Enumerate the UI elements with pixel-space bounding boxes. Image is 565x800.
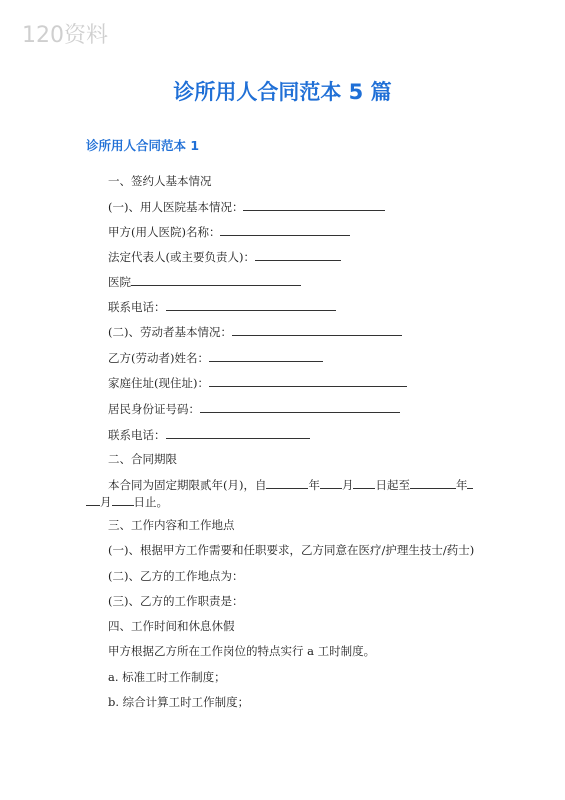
employer-phone-label: 联系电话：	[108, 300, 166, 314]
address-blank[interactable]	[209, 375, 407, 387]
term-end-day-label: 日止。	[133, 495, 168, 509]
term-text: 本合同为固定期限贰年(月)，自	[108, 478, 267, 492]
employee-phone-label: 联系电话：	[108, 428, 166, 442]
id-number-blank[interactable]	[200, 401, 400, 413]
employer-info-line	[108, 199, 385, 214]
employee-info-blank[interactable]	[232, 324, 402, 336]
employee-name-label: 乙方(劳动者)姓名：	[108, 351, 209, 365]
work-duties-line: (三)、乙方的工作职责是：	[108, 594, 244, 608]
employee-info-line	[108, 324, 402, 339]
work-hours-line: 甲方根据乙方所在工作岗位的特点实行 a 工时制度。	[108, 644, 376, 658]
legal-rep-blank[interactable]	[255, 249, 341, 261]
employee-phone-blank[interactable]	[166, 427, 310, 439]
hospital-label: 医院	[108, 275, 131, 289]
legal-rep-line	[108, 249, 341, 264]
employer-name-line	[108, 224, 350, 239]
employer-info-blank[interactable]	[243, 199, 385, 211]
section-3-heading: 三、工作内容和工作地点	[108, 518, 235, 532]
employer-phone-line	[108, 299, 336, 314]
employee-name-blank[interactable]	[209, 350, 323, 362]
combined-hours-option: b. 综合计算工时工作制度；	[108, 695, 250, 709]
end-year-tail-blank[interactable]	[467, 477, 473, 489]
address-label: 家庭住址(现住址)：	[108, 376, 209, 390]
section-4-heading: 四、工作时间和休息休假	[108, 619, 235, 633]
term-year-label: 年	[308, 478, 320, 492]
legal-rep-label: 法定代表人(或主要负责人)：	[108, 250, 255, 264]
employer-name-blank[interactable]	[220, 224, 350, 236]
document-title: 诊所用人合同范本 5 篇	[173, 80, 392, 104]
term-end-month-label: 月	[100, 495, 112, 509]
term-line-2	[86, 494, 168, 509]
start-year-blank[interactable]	[266, 477, 308, 489]
hospital-line	[108, 274, 301, 289]
employer-name-label: 甲方(用人医院)名称：	[108, 225, 221, 239]
employee-phone-line	[108, 427, 310, 442]
employer-phone-blank[interactable]	[166, 299, 336, 311]
standard-hours-option: a. 标准工时工作制度；	[108, 670, 226, 684]
start-month-blank[interactable]	[320, 477, 342, 489]
employer-info-label: (一)、用人医院基本情况：	[108, 200, 244, 214]
section-1-heading: 一、签约人基本情况	[108, 174, 212, 188]
start-day-blank[interactable]	[353, 477, 375, 489]
term-day-label: 日起至	[375, 478, 410, 492]
hospital-blank[interactable]	[131, 274, 301, 286]
end-year-blank[interactable]	[410, 477, 456, 489]
employee-info-label: (二)、劳动者基本情况：	[108, 325, 232, 339]
term-month-label: 月	[341, 478, 354, 492]
work-content-line: (一)、根据甲方工作需要和任职要求，乙方同意在医疗/护理生技士/药士)	[108, 543, 475, 557]
employee-name-line	[108, 350, 323, 365]
address-line	[108, 375, 407, 390]
term-line-1	[108, 477, 473, 492]
id-number-label: 居民身份证号码：	[108, 402, 200, 416]
end-month-blank[interactable]	[86, 494, 100, 506]
watermark: 120资料	[22, 23, 108, 48]
term-end-year-label: 年	[455, 478, 468, 492]
section-heading: 诊所用人合同范本 1	[86, 138, 200, 153]
work-location-line: (二)、乙方的工作地点为：	[108, 569, 244, 583]
end-day-blank[interactable]	[112, 494, 134, 506]
id-number-line	[108, 401, 400, 416]
section-2-heading: 二、合同期限	[108, 452, 177, 466]
